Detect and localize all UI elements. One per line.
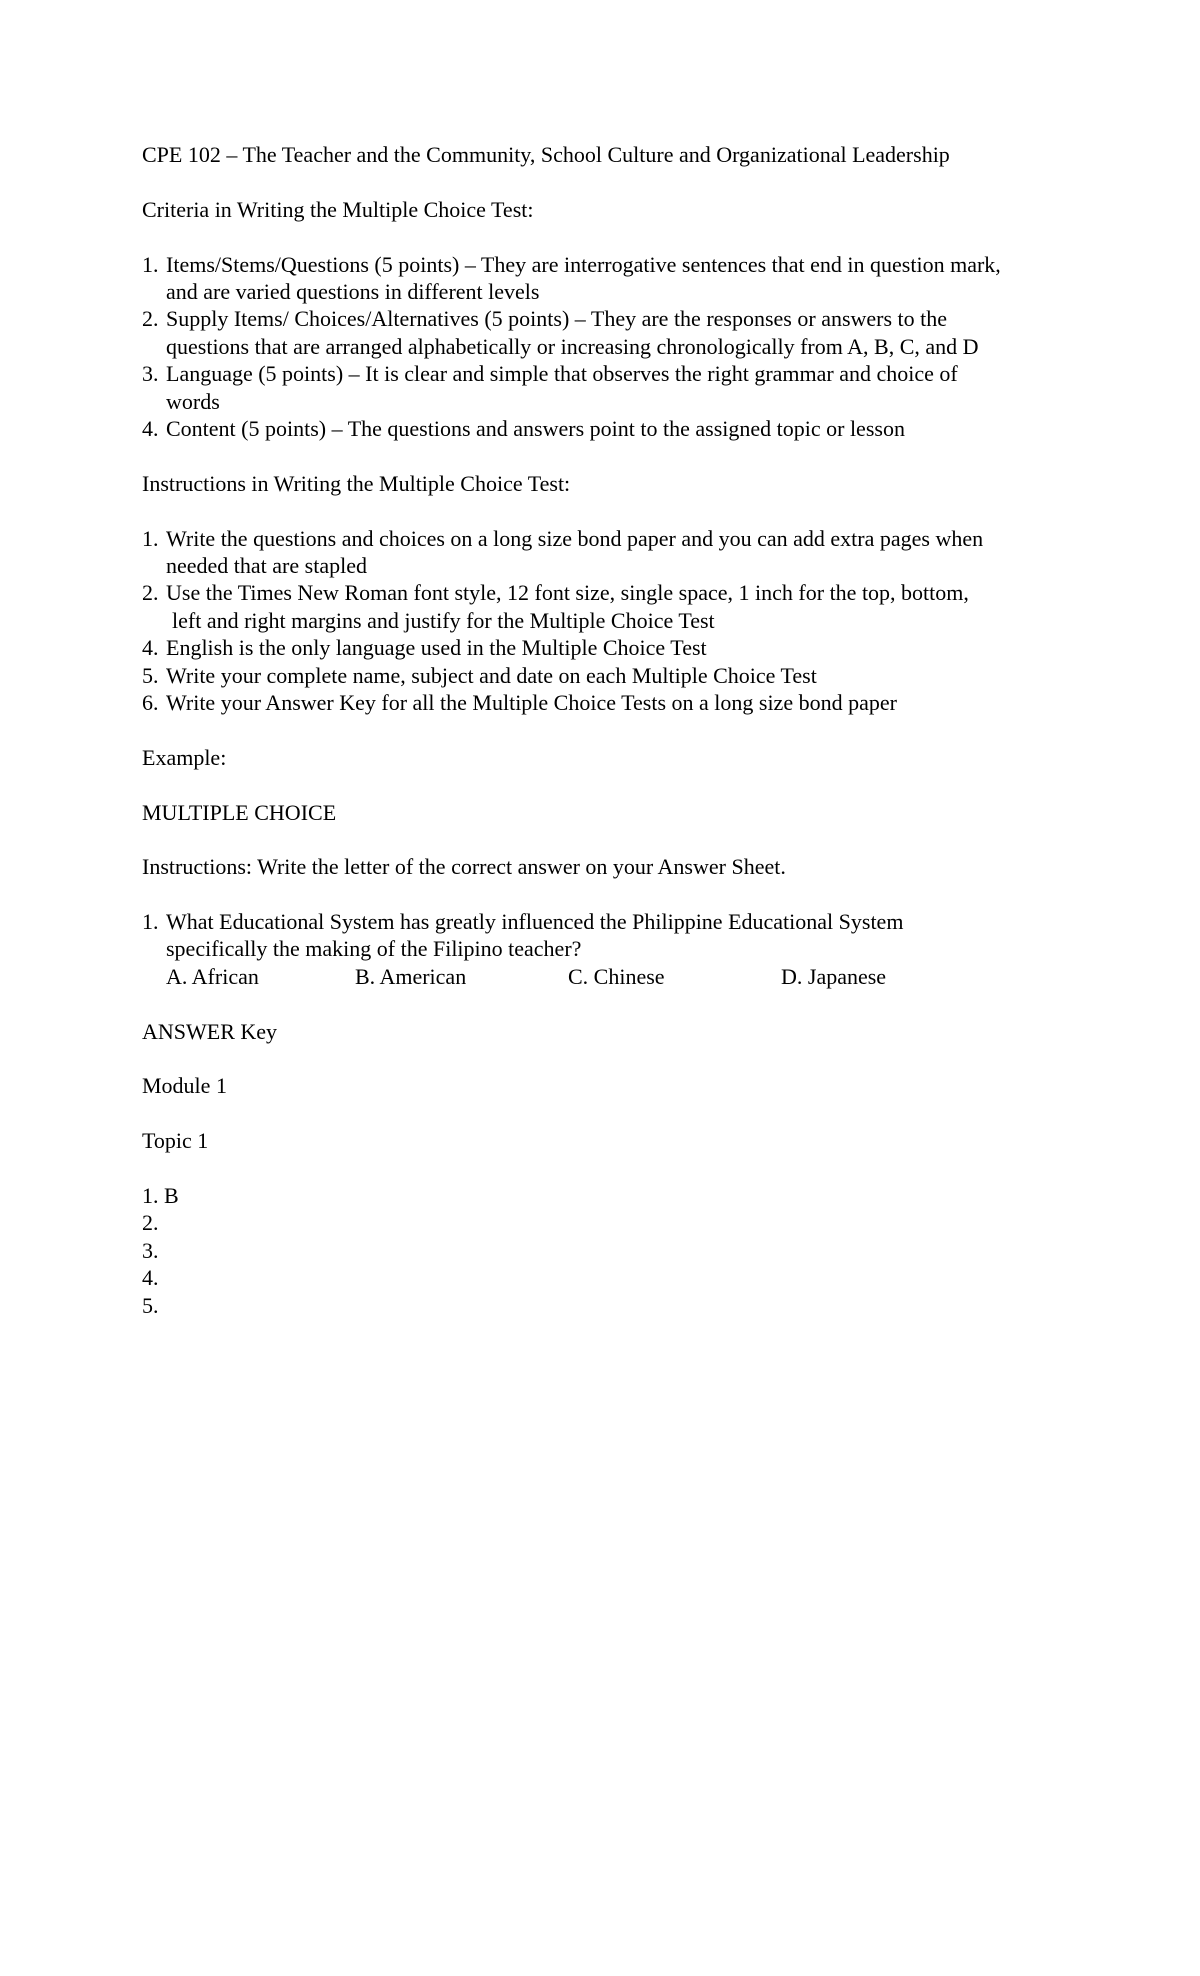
answer-key-heading: ANSWER Key (142, 1018, 278, 1044)
instruction-item-text: Write your complete name, subject and date on each Multiple Choice Test (166, 662, 817, 688)
criteria-item-continuation: words (166, 388, 220, 414)
criteria-item-text: Content (5 points) – The questions and answers point to the assigned topic or lesson (166, 415, 905, 441)
instruction-item-number: 1. (142, 525, 159, 551)
criteria-item-number: 1. (142, 251, 159, 277)
instructions-heading: Instructions in Writing the Multiple Choice Test: (142, 470, 571, 496)
criteria-list (142, 251, 1102, 443)
question-text: What Educational System has greatly influenced the Philippine Educational System (166, 909, 904, 935)
choice-d: D. Japanese (781, 963, 887, 989)
instruction-item (142, 525, 1102, 552)
instruction-item-number: 6. (142, 689, 159, 715)
instruction-item (142, 634, 1102, 661)
example-question (142, 908, 1102, 990)
document-title: CPE 102 – The Teacher and the Community, School Culture and Organizational Leadership (142, 142, 950, 167)
criteria-item-continuation: questions that are arranged alphabetically or increasing chronologically from A, B, C, and D (166, 333, 979, 359)
answer-item: 3. (142, 1237, 159, 1263)
criteria-item-text: Items/Stems/Questions (5 points) – They are interrogative sentences that end in question mark, (166, 251, 1001, 277)
question-text-continuation: specifically the making of the Filipino teacher? (166, 936, 582, 962)
choice-b: B. American (355, 963, 467, 989)
instruction-item-number: 2. (142, 580, 159, 606)
criteria-item-number: 4. (142, 415, 159, 441)
choice-c: C. Chinese (568, 963, 665, 989)
answer-item: 2. (142, 1210, 159, 1236)
criteria-item (142, 251, 1102, 278)
example-section-title: MULTIPLE CHOICE (142, 799, 337, 825)
criteria-item-number: 2. (142, 306, 159, 332)
answer-item: 4. (142, 1265, 159, 1291)
instruction-item (142, 579, 1102, 606)
instruction-item-text: Write your Answer Key for all the Multiple Choice Tests on a long size bond paper (166, 689, 897, 715)
instruction-item (142, 689, 1102, 716)
question-number: 1. (142, 909, 159, 935)
criteria-item (142, 415, 1102, 442)
instruction-item-text: English is the only language used in the Multiple Choice Test (166, 635, 707, 661)
question-stem (142, 908, 1102, 935)
criteria-item-text: Supply Items/ Choices/Alternatives (5 points) – They are the responses or answers to the (166, 306, 948, 332)
criteria-item (142, 305, 1102, 332)
criteria-item-continuation: and are varied questions in different levels (166, 278, 540, 304)
criteria-item (142, 360, 1102, 387)
answer-item: 5. (142, 1292, 159, 1318)
instruction-item-number: 5. (142, 662, 159, 688)
instruction-item-number: 4. (142, 635, 159, 661)
example-instruction: Instructions: Write the letter of the correct answer on your Answer Sheet. (142, 854, 786, 880)
answer-key-module: Module 1 (142, 1073, 227, 1099)
instructions-list (142, 525, 1102, 717)
instruction-item-text: Use the Times New Roman font style, 12 font size, single space, 1 inch for the top, bottom, (166, 580, 969, 606)
choice-a: A. African (166, 963, 259, 989)
criteria-item-text: Language (5 points) – It is clear and simple that observes the right grammar and choice of (166, 361, 958, 387)
document-content (142, 141, 1102, 1319)
instruction-item-text: Write the questions and choices on a long size bond paper and you can add extra pages when (166, 525, 984, 551)
instruction-item-continuation: needed that are stapled (166, 552, 367, 578)
example-label: Example: (142, 744, 227, 770)
question-choices (142, 963, 1102, 990)
answer-key-list (142, 1182, 1102, 1319)
criteria-item-number: 3. (142, 361, 159, 387)
answer-item: 1. B (142, 1183, 179, 1208)
answer-key-topic: Topic 1 (142, 1128, 209, 1154)
instruction-item-continuation: left and right margins and justify for the Multiple Choice Test (172, 607, 715, 633)
instruction-item (142, 662, 1102, 689)
criteria-heading: Criteria in Writing the Multiple Choice Test: (142, 196, 534, 222)
